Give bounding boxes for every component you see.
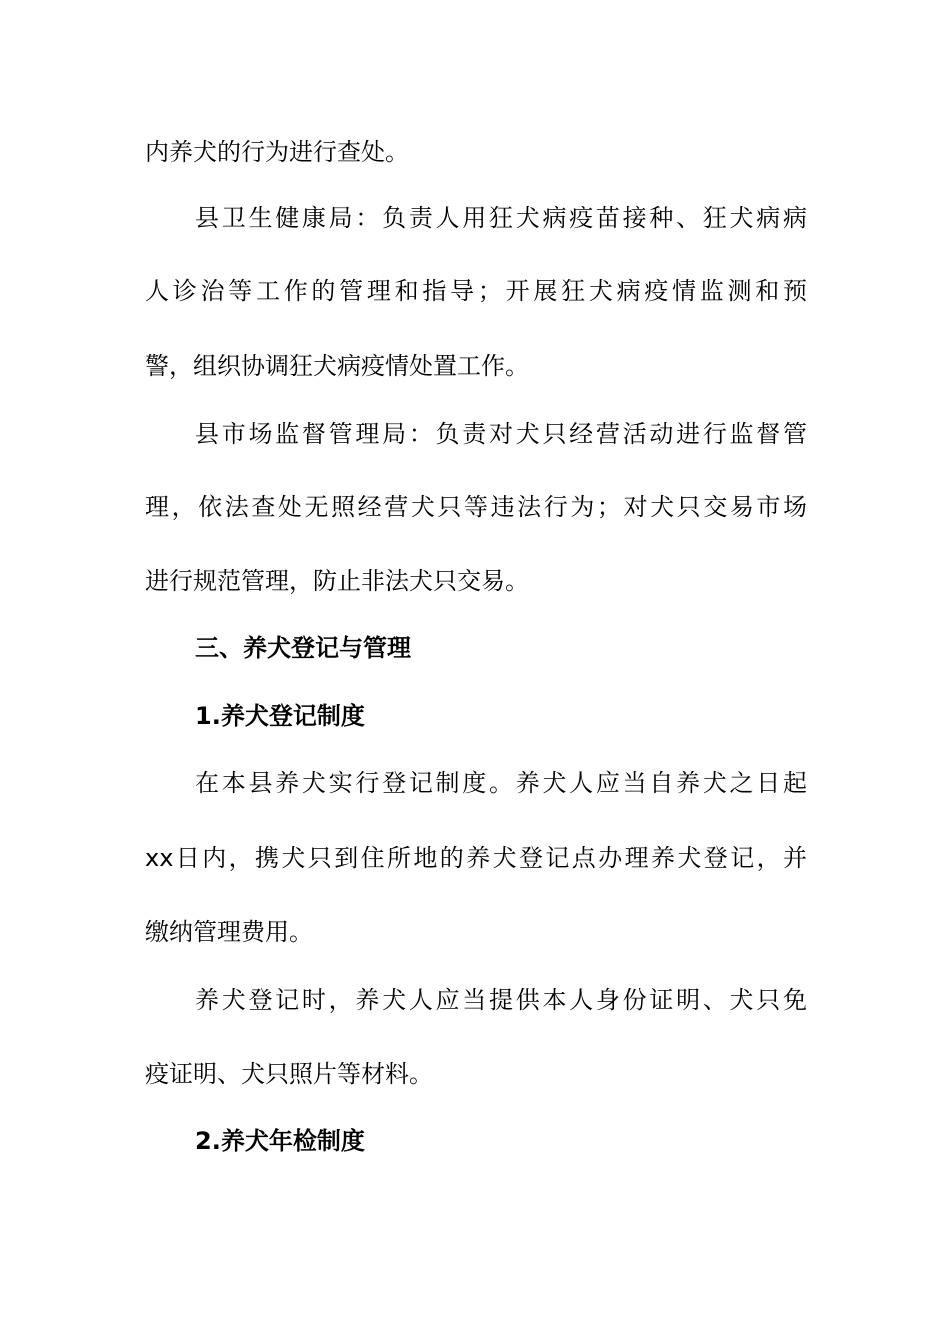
paragraph-line: 养犬登记时，养犬人应当提供本人身份证明、犬只免 bbox=[195, 986, 807, 1014]
subsection-heading: 2.养犬年检制度 bbox=[195, 1127, 365, 1155]
paragraph-line: xx日内，携犬只到住所地的养犬登记点办理养犬登记，并 bbox=[145, 844, 807, 872]
paragraph-line: 理，依法查处无照经营犬只等违法行为；对犬只交易市场 bbox=[145, 493, 807, 521]
paragraph-line: 县市场监督管理局：负责对犬只经营活动进行监督管 bbox=[195, 420, 807, 448]
paragraph-line: 在本县养犬实行登记制度。养犬人应当自养犬之日起 bbox=[195, 769, 807, 797]
paragraph-line: 警，组织协调狂犬病疫情处置工作。 bbox=[145, 352, 529, 380]
paragraph-line: 疫证明、犬只照片等材料。 bbox=[145, 1060, 433, 1088]
subsection-heading: 1.养犬登记制度 bbox=[195, 702, 365, 730]
paragraph-line: 缴纳管理费用。 bbox=[145, 918, 313, 946]
paragraph-line: 内养犬的行为进行查处。 bbox=[145, 138, 409, 166]
paragraph-line: 进行规范管理，防止非法犬只交易。 bbox=[145, 567, 529, 595]
paragraph-line: 县卫生健康局：负责人用狂犬病疫苗接种、狂犬病病 bbox=[195, 204, 807, 232]
paragraph-line: 人诊治等工作的管理和指导；开展狂犬病疫情监测和预 bbox=[145, 277, 807, 305]
section-heading: 三、养犬登记与管理 bbox=[195, 634, 411, 662]
